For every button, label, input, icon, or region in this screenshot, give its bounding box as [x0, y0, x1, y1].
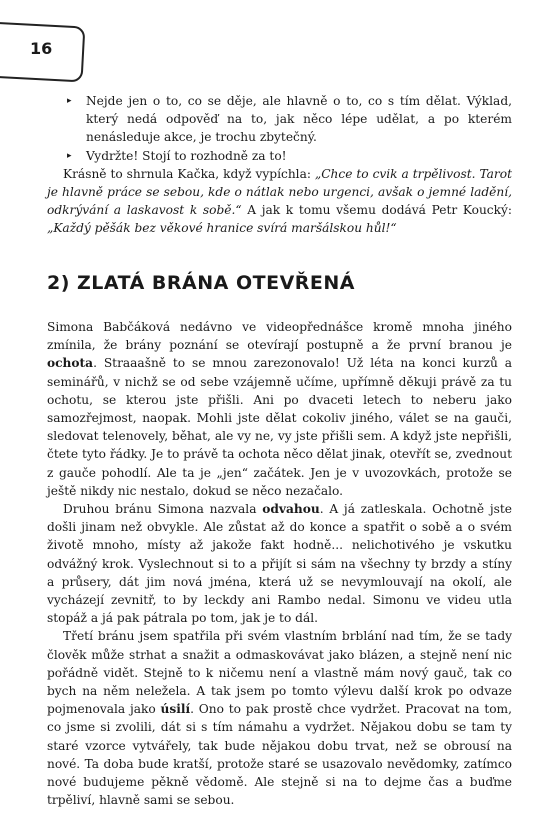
para2-text: Druhou bránu Simona nazvala	[63, 502, 263, 517]
para1-text: Simona Babčáková nedávno ve videopřednášce kromě mnoha jiného zmínila, že brány poznání se otevírají postupně a že první branou je	[47, 320, 512, 353]
paragraph-ochota	[47, 318, 512, 500]
term-odvaha: odvahou	[262, 502, 320, 517]
term-usili: úsilí	[160, 702, 191, 717]
para2-text-rest: . A já zatleskala. Ochotně jste došli jinam než obvykle. Ale zůstat až do konce a spatřit o sobě a o svém životě mnoho, místy až jakože fakt hodně... nelichotivého je vskutku odvážný krok. Vyslechnout si to a přijít si sám na všechny ty brzdy a stíny a průsery, dát jim nová jména, která už se nevymlouvají na okolí, ale vycházejí zevnitř, to by leckdy ani Rambo nedal. Simonu ve videu utla stopáž a já pak pátrala po tom, jak je to dál.	[47, 502, 512, 626]
list-item	[47, 92, 512, 147]
page-number: 16	[30, 39, 53, 58]
bullet-arrow-icon: ▸	[67, 150, 72, 161]
term-ochota: ochota	[47, 356, 94, 371]
bullet-text: Vydržte! Stojí to rozhodně za to!	[86, 148, 287, 163]
section-heading: 2) ZLATÁ BRÁNA OTEVŘENÁ	[47, 272, 355, 294]
quote-lead: Krásně to shrnula Kačka, když vypíchla:	[63, 166, 315, 181]
quote-kacka: „Chce to cvik a trpělivost. Tarot je hlavně práce se sebou, kde o nátlak nebo urgenci, avšak o jemné ladění, odkrývání a laskavost k sobě.“	[47, 166, 512, 218]
bullet-list	[47, 92, 512, 238]
para3-text: Třetí bránu jsem spatřila při svém vlastním brblání nad tím, že se tady člověk může strhat a snažit a odmaskovávat jako blázen, a stejně není nic pořádně vidět. Stejně to k ničemu není a vlastně mám nový gauč, tak co bych na něm neležela. A tak jsem po tomto výlevu další krok po odvaze pojmenovala jako	[47, 629, 512, 717]
para1-text-rest: . Straaašně to se mnou zarezonovalo! Už léta na konci kurzů a seminářů, v nichž se od sebe vzájemně učíme, upřímně děkuji právě za tu ochotu, se kterou jste přišli. Ani po dvaceti letech to neberu jako samozřejmost, naopak. Mohli jste dělat cokoliv jiného, válet se na gauči, sledovat telenovely, běhat, ale vy ne, vy jste přišli sem. A když jste nepřišli, čtete tyto řádky. Je to právě ta ochota něco dělat jinak, otevřít se, zvednout z gauče pohodlí. Ale ta je „jen“ začátek. Jen je v uvozovkách, protože se ještě nikdy nic nestalo, dokud se něco nezačalo.	[47, 356, 512, 498]
para3-text-rest: . Ono to pak prostě chce vydržet. Pracovat na tom, co jsme si zvolili, dát si s tím námahu a vydržet. Nějakou dobu se tam ty staré vzorce vytvářely, tak bude nějakou dobu trvat, než se obrousí na nové. Ta doba bude kratší, protože staré se usazovalo nevědomky, zatímco nové budujeme pěkně vědomě. Ale stejně si na to dejme čas a buďme trpěliví, hlavně sami se sebou.	[47, 702, 512, 808]
section-body	[47, 318, 512, 809]
bullet-arrow-icon: ▸	[67, 96, 72, 106]
quote-koucky: „Každý pěšák bez věkové hranice svírá maršálskou hůl!“	[47, 221, 397, 236]
quote-paragraph	[47, 165, 512, 238]
list-item	[47, 147, 512, 165]
paragraph-odvaha	[47, 500, 512, 627]
quote-middle: A jak k tomu všemu dodává Petr Koucký:	[241, 203, 513, 218]
paragraph-usili	[47, 627, 512, 809]
bullet-text: Nejde jen o to, co se děje, ale hlavně o to, co s tím dělat. Výklad, který nedá odpověď na to, jak něco lépe udělat, a po kterém nenásleduje akce, je trochu zbytečný.	[86, 94, 512, 145]
